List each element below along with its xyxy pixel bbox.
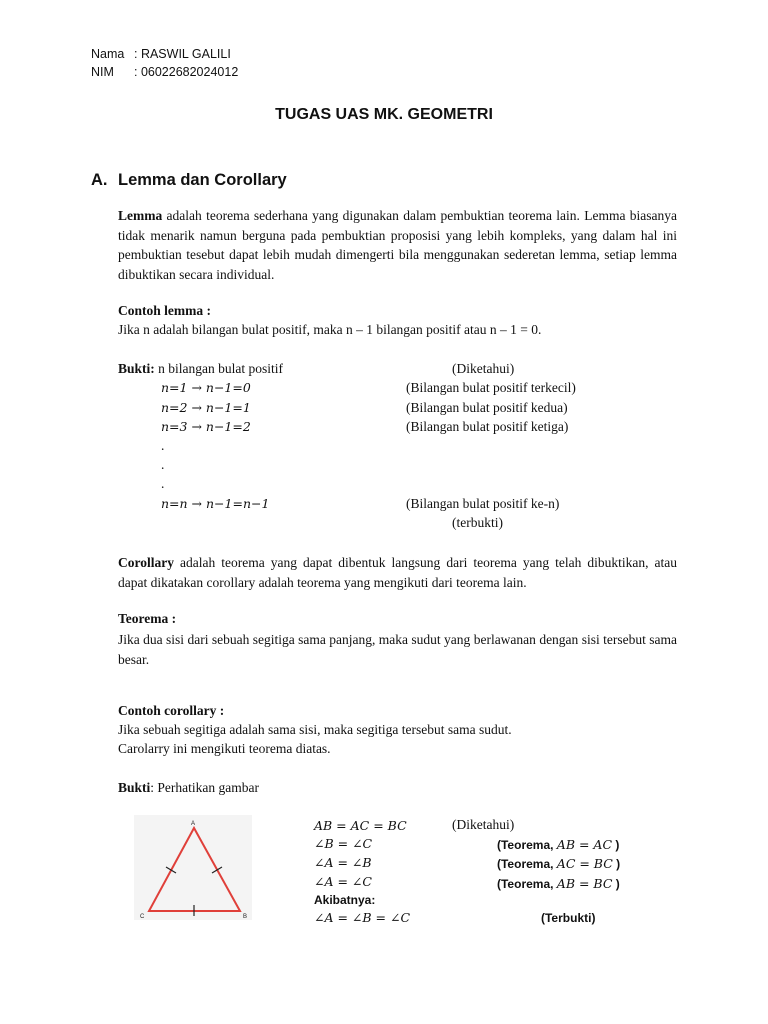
- triangle-shape: [149, 828, 240, 911]
- proof-expr: ∠A = ∠C: [314, 874, 372, 889]
- name-label: Nama: [91, 47, 125, 61]
- name-value: : RASWIL GALILI: [134, 47, 231, 61]
- bukti-step-expr: n=1 → n−1=0: [161, 380, 251, 395]
- bukti-first-text: n bilangan bulat positif: [154, 361, 283, 376]
- contoh-corollary-line2: Carolarry ini mengikuti teorema diatas.: [118, 741, 331, 756]
- section-heading: Lemma dan Corollary: [118, 171, 287, 189]
- proof-note: (Teorema, AB = BC ): [497, 876, 620, 891]
- nim-value: : 06022682024012: [134, 65, 239, 79]
- contoh-corollary-line1: Jika sebuah segitiga adalah sama sisi, maka segitiga tersebut sama sudut.: [118, 722, 512, 737]
- proof-expr: ∠B = ∠C: [314, 836, 373, 851]
- document-title: TUGAS UAS MK. GEOMETRI: [275, 106, 493, 123]
- bukti-step-expr: n=2 → n−1=1: [161, 400, 251, 415]
- teorema-heading: Teorema :: [118, 611, 177, 626]
- triangle-figure: [134, 815, 252, 920]
- bukti-corollary-label: Bukti: [118, 780, 151, 795]
- bukti-corollary-text: : Perhatikan gambar: [150, 780, 259, 795]
- bukti-last-expr: n=n → n−1=n−1: [161, 496, 270, 511]
- corollary-paragraph: [118, 553, 677, 592]
- ellipsis-dot: .: [161, 476, 165, 491]
- proof-note: (Teorema, AB = AC ): [497, 837, 620, 852]
- equilateral-triangle: [134, 815, 252, 920]
- proof-expr: AB = AC = BC: [314, 818, 407, 833]
- bukti-step-note: (Bilangan bulat positif kedua): [406, 400, 568, 415]
- proof-note: (Diketahui): [452, 817, 515, 832]
- bukti-step-expr: n=3 → n−1=2: [161, 419, 251, 434]
- ellipsis-dot: .: [161, 438, 165, 453]
- bukti-first-note: (Diketahui): [452, 361, 515, 376]
- lemma-term: Lemma: [118, 208, 163, 223]
- proof-expr: ∠A = ∠B: [314, 855, 372, 870]
- contoh-lemma-heading: Contoh lemma :: [118, 303, 211, 318]
- bukti-step-note: (Bilangan bulat positif terkecil): [406, 380, 576, 395]
- bukti-step-note: (Bilangan bulat positif ketiga): [406, 419, 569, 434]
- section-marker: A.: [91, 171, 108, 189]
- contoh-corollary-heading: Contoh corollary :: [118, 703, 225, 718]
- contoh-lemma-statement: Jika n adalah bilangan bulat positif, maka n – 1 bilangan positif atau n – 1 = 0.: [118, 322, 542, 337]
- bukti-label: Bukti:: [118, 361, 155, 376]
- ellipsis-dot: .: [161, 457, 165, 472]
- bukti-last-note: (Bilangan bulat positif ke-n): [406, 496, 560, 511]
- bukti-conclusion: (terbukti): [452, 515, 503, 530]
- final-note: (Terbukti): [541, 911, 596, 925]
- final-expr: ∠A = ∠B = ∠C: [314, 910, 411, 925]
- lemma-definition: adalah teorema sederhana yang digunakan dalam pembuktian teorema lain. Lemma biasanya tidak menarik namun berguna pada pembuktian proposisi yang lebih kompleks, yang dalam hal ini pembuktian tesebut dapat lebih mudah dimengerti bila menggunakan sederetan lemma, setiap lemma dibuktikan secara individual.: [118, 208, 677, 282]
- nim-label: NIM: [91, 65, 114, 79]
- teorema-statement: Jika dua sisi dari sebuah segitiga sama panjang, maka sudut yang berlawanan dengan sisi tersebut sama besar.: [118, 632, 677, 667]
- lemma-paragraph: [118, 206, 677, 284]
- akibatnya-label: Akibatnya:: [314, 893, 376, 907]
- vertex-label-a: A: [191, 821, 196, 827]
- bukti-corollary-line: [118, 780, 259, 796]
- proof-note: (Teorema, AC = BC ): [497, 856, 621, 871]
- corollary-term: Corollary: [118, 555, 174, 570]
- corollary-definition: adalah teorema yang dapat dibentuk langsung dari teorema yang telah dibuktikan, atau dapat dikatakan corollary adalah teorema yang mengikuti dari teorema lain.: [118, 555, 677, 590]
- vertex-label-c: C: [140, 914, 145, 920]
- vertex-label-b: B: [243, 914, 248, 920]
- bukti-lemma-first-line: [118, 361, 283, 377]
